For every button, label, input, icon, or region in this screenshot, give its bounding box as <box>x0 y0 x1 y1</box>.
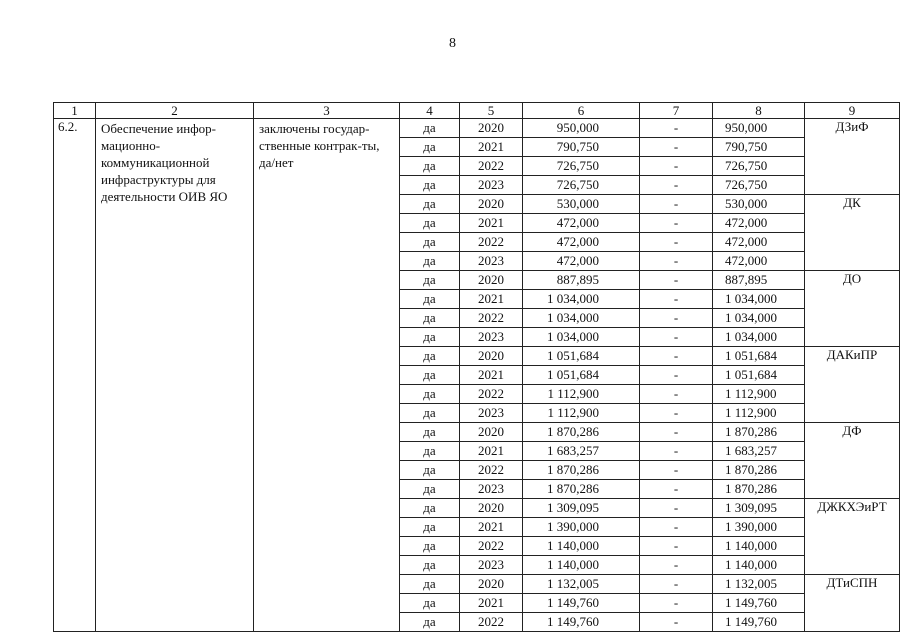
col-header-8: 8 <box>713 103 805 119</box>
total-cell: 1 034,000 <box>713 309 805 328</box>
total-cell: 1 870,286 <box>713 480 805 499</box>
executor-cell <box>805 461 900 480</box>
indicator-value: да <box>400 347 460 366</box>
column-7-cell: - <box>640 461 713 480</box>
executor-cell <box>805 309 900 328</box>
total-cell: 1 140,000 <box>713 537 805 556</box>
row-number: 6.2. <box>54 119 96 632</box>
year-cell: 2023 <box>460 480 523 499</box>
executor-cell <box>805 385 900 404</box>
indicator-value: да <box>400 271 460 290</box>
indicator-value: да <box>400 195 460 214</box>
col-header-4: 4 <box>400 103 460 119</box>
executor-cell: ДЖКХЭиРТ <box>805 499 900 518</box>
amount-cell: 1 112,900 <box>523 385 640 404</box>
column-7-cell: - <box>640 594 713 613</box>
year-cell: 2021 <box>460 594 523 613</box>
column-7-cell: - <box>640 233 713 252</box>
column-7-cell: - <box>640 252 713 271</box>
total-cell: 790,750 <box>713 138 805 157</box>
total-cell: 726,750 <box>713 176 805 195</box>
executor-cell: ДФ <box>805 423 900 442</box>
year-cell: 2022 <box>460 157 523 176</box>
column-7-cell: - <box>640 176 713 195</box>
executor-cell <box>805 328 900 347</box>
column-7-cell: - <box>640 613 713 632</box>
amount-cell: 1 112,900 <box>523 404 640 423</box>
indicator-value: да <box>400 461 460 480</box>
executor-cell <box>805 157 900 176</box>
amount-cell: 1 140,000 <box>523 556 640 575</box>
amount-cell: 1 309,095 <box>523 499 640 518</box>
column-7-cell: - <box>640 423 713 442</box>
year-cell: 2020 <box>460 347 523 366</box>
executor-cell <box>805 138 900 157</box>
indicator-value: да <box>400 537 460 556</box>
year-cell: 2023 <box>460 328 523 347</box>
indicator-value: да <box>400 499 460 518</box>
year-cell: 2021 <box>460 366 523 385</box>
column-7-cell: - <box>640 518 713 537</box>
indicator-value: да <box>400 176 460 195</box>
col-header-9: 9 <box>805 103 900 119</box>
total-cell: 472,000 <box>713 214 805 233</box>
indicator-value: да <box>400 423 460 442</box>
year-cell: 2021 <box>460 138 523 157</box>
column-7-cell: - <box>640 214 713 233</box>
indicator-value: да <box>400 119 460 138</box>
year-cell: 2021 <box>460 442 523 461</box>
indicator-value: да <box>400 404 460 423</box>
executor-cell: ДАКиПР <box>805 347 900 366</box>
year-cell: 2020 <box>460 423 523 442</box>
amount-cell: 1 683,257 <box>523 442 640 461</box>
year-cell: 2023 <box>460 176 523 195</box>
executor-cell <box>805 176 900 195</box>
column-7-cell: - <box>640 290 713 309</box>
amount-cell: 1 051,684 <box>523 366 640 385</box>
indicator-value: да <box>400 290 460 309</box>
total-cell: 1 034,000 <box>713 290 805 309</box>
executor-cell <box>805 366 900 385</box>
indicator-value: да <box>400 366 460 385</box>
year-cell: 2022 <box>460 613 523 632</box>
total-cell: 1 051,684 <box>713 347 805 366</box>
indicator-value: да <box>400 328 460 347</box>
indicator-value: да <box>400 138 460 157</box>
total-cell: 1 132,005 <box>713 575 805 594</box>
total-cell: 1 309,095 <box>713 499 805 518</box>
amount-cell: 530,000 <box>523 195 640 214</box>
year-cell: 2023 <box>460 252 523 271</box>
total-cell: 950,000 <box>713 119 805 138</box>
column-7-cell: - <box>640 537 713 556</box>
column-7-cell: - <box>640 366 713 385</box>
amount-cell: 1 870,286 <box>523 461 640 480</box>
amount-cell: 1 390,000 <box>523 518 640 537</box>
executor-cell <box>805 480 900 499</box>
amount-cell: 472,000 <box>523 233 640 252</box>
total-cell: 887,895 <box>713 271 805 290</box>
column-7-cell: - <box>640 328 713 347</box>
amount-cell: 1 132,005 <box>523 575 640 594</box>
amount-cell: 726,750 <box>523 157 640 176</box>
indicator-value: да <box>400 157 460 176</box>
col-header-2: 2 <box>96 103 254 119</box>
total-cell: 530,000 <box>713 195 805 214</box>
indicator-value: да <box>400 252 460 271</box>
indicator-value: да <box>400 556 460 575</box>
total-cell: 1 870,286 <box>713 461 805 480</box>
amount-cell: 1 149,760 <box>523 613 640 632</box>
year-cell: 2020 <box>460 195 523 214</box>
col-header-7: 7 <box>640 103 713 119</box>
col-header-3: 3 <box>254 103 400 119</box>
indicator-value: да <box>400 233 460 252</box>
total-cell: 1 112,900 <box>713 404 805 423</box>
executor-cell <box>805 290 900 309</box>
year-cell: 2022 <box>460 309 523 328</box>
total-cell: 472,000 <box>713 233 805 252</box>
column-7-cell: - <box>640 442 713 461</box>
indicator-value: да <box>400 309 460 328</box>
amount-cell: 790,750 <box>523 138 640 157</box>
executor-cell: ДТиСПН <box>805 575 900 594</box>
measure-name: Обеспечение инфор-мационно-коммуникационной инфраструктуры для деятельности ОИВ ЯО <box>96 119 254 632</box>
column-7-cell: - <box>640 499 713 518</box>
total-cell: 1 051,684 <box>713 366 805 385</box>
year-cell: 2022 <box>460 233 523 252</box>
indicator-value: да <box>400 613 460 632</box>
amount-cell: 1 149,760 <box>523 594 640 613</box>
column-7-cell: - <box>640 157 713 176</box>
amount-cell: 1 870,286 <box>523 480 640 499</box>
column-7-cell: - <box>640 347 713 366</box>
amount-cell: 1 034,000 <box>523 290 640 309</box>
column-7-cell: - <box>640 480 713 499</box>
total-cell: 1 149,760 <box>713 613 805 632</box>
column-7-cell: - <box>640 575 713 594</box>
year-cell: 2020 <box>460 271 523 290</box>
amount-cell: 1 034,000 <box>523 328 640 347</box>
indicator-value: да <box>400 214 460 233</box>
indicator-value: да <box>400 594 460 613</box>
year-cell: 2021 <box>460 518 523 537</box>
amount-cell: 1 870,286 <box>523 423 640 442</box>
executor-cell <box>805 518 900 537</box>
col-header-1: 1 <box>54 103 96 119</box>
program-table <box>53 102 900 632</box>
indicator-text: заключены государ-ственные контрак-ты, да/нет <box>254 119 400 632</box>
header-row <box>54 103 900 119</box>
executor-cell <box>805 214 900 233</box>
executor-cell <box>805 442 900 461</box>
amount-cell: 472,000 <box>523 214 640 233</box>
page-number: 8 <box>449 36 456 51</box>
executor-cell <box>805 404 900 423</box>
executor-cell <box>805 537 900 556</box>
col-header-5: 5 <box>460 103 523 119</box>
year-cell: 2020 <box>460 119 523 138</box>
amount-cell: 950,000 <box>523 119 640 138</box>
indicator-value: да <box>400 575 460 594</box>
total-cell: 1 683,257 <box>713 442 805 461</box>
executor-cell: ДК <box>805 195 900 214</box>
column-7-cell: - <box>640 138 713 157</box>
year-cell: 2023 <box>460 404 523 423</box>
year-cell: 2022 <box>460 461 523 480</box>
total-cell: 1 149,760 <box>713 594 805 613</box>
column-7-cell: - <box>640 119 713 138</box>
year-cell: 2021 <box>460 214 523 233</box>
executor-cell <box>805 556 900 575</box>
executor-cell <box>805 233 900 252</box>
executor-cell: ДО <box>805 271 900 290</box>
year-cell: 2022 <box>460 537 523 556</box>
amount-cell: 1 051,684 <box>523 347 640 366</box>
total-cell: 726,750 <box>713 157 805 176</box>
amount-cell: 1 034,000 <box>523 309 640 328</box>
amount-cell: 887,895 <box>523 271 640 290</box>
column-7-cell: - <box>640 309 713 328</box>
amount-cell: 726,750 <box>523 176 640 195</box>
indicator-value: да <box>400 385 460 404</box>
total-cell: 1 034,000 <box>713 328 805 347</box>
amount-cell: 472,000 <box>523 252 640 271</box>
total-cell: 1 112,900 <box>713 385 805 404</box>
total-cell: 1 140,000 <box>713 556 805 575</box>
indicator-value: да <box>400 518 460 537</box>
indicator-value: да <box>400 480 460 499</box>
column-7-cell: - <box>640 404 713 423</box>
column-7-cell: - <box>640 556 713 575</box>
total-cell: 472,000 <box>713 252 805 271</box>
table-row <box>54 119 900 138</box>
col-header-6: 6 <box>523 103 640 119</box>
year-cell: 2021 <box>460 290 523 309</box>
indicator-value: да <box>400 442 460 461</box>
amount-cell: 1 140,000 <box>523 537 640 556</box>
executor-cell <box>805 613 900 632</box>
table-body <box>54 119 900 632</box>
executor-cell <box>805 594 900 613</box>
column-7-cell: - <box>640 271 713 290</box>
executor-cell: ДЗиФ <box>805 119 900 138</box>
year-cell: 2020 <box>460 575 523 594</box>
year-cell: 2023 <box>460 556 523 575</box>
year-cell: 2022 <box>460 385 523 404</box>
year-cell: 2020 <box>460 499 523 518</box>
total-cell: 1 870,286 <box>713 423 805 442</box>
executor-cell <box>805 252 900 271</box>
column-7-cell: - <box>640 195 713 214</box>
column-7-cell: - <box>640 385 713 404</box>
total-cell: 1 390,000 <box>713 518 805 537</box>
